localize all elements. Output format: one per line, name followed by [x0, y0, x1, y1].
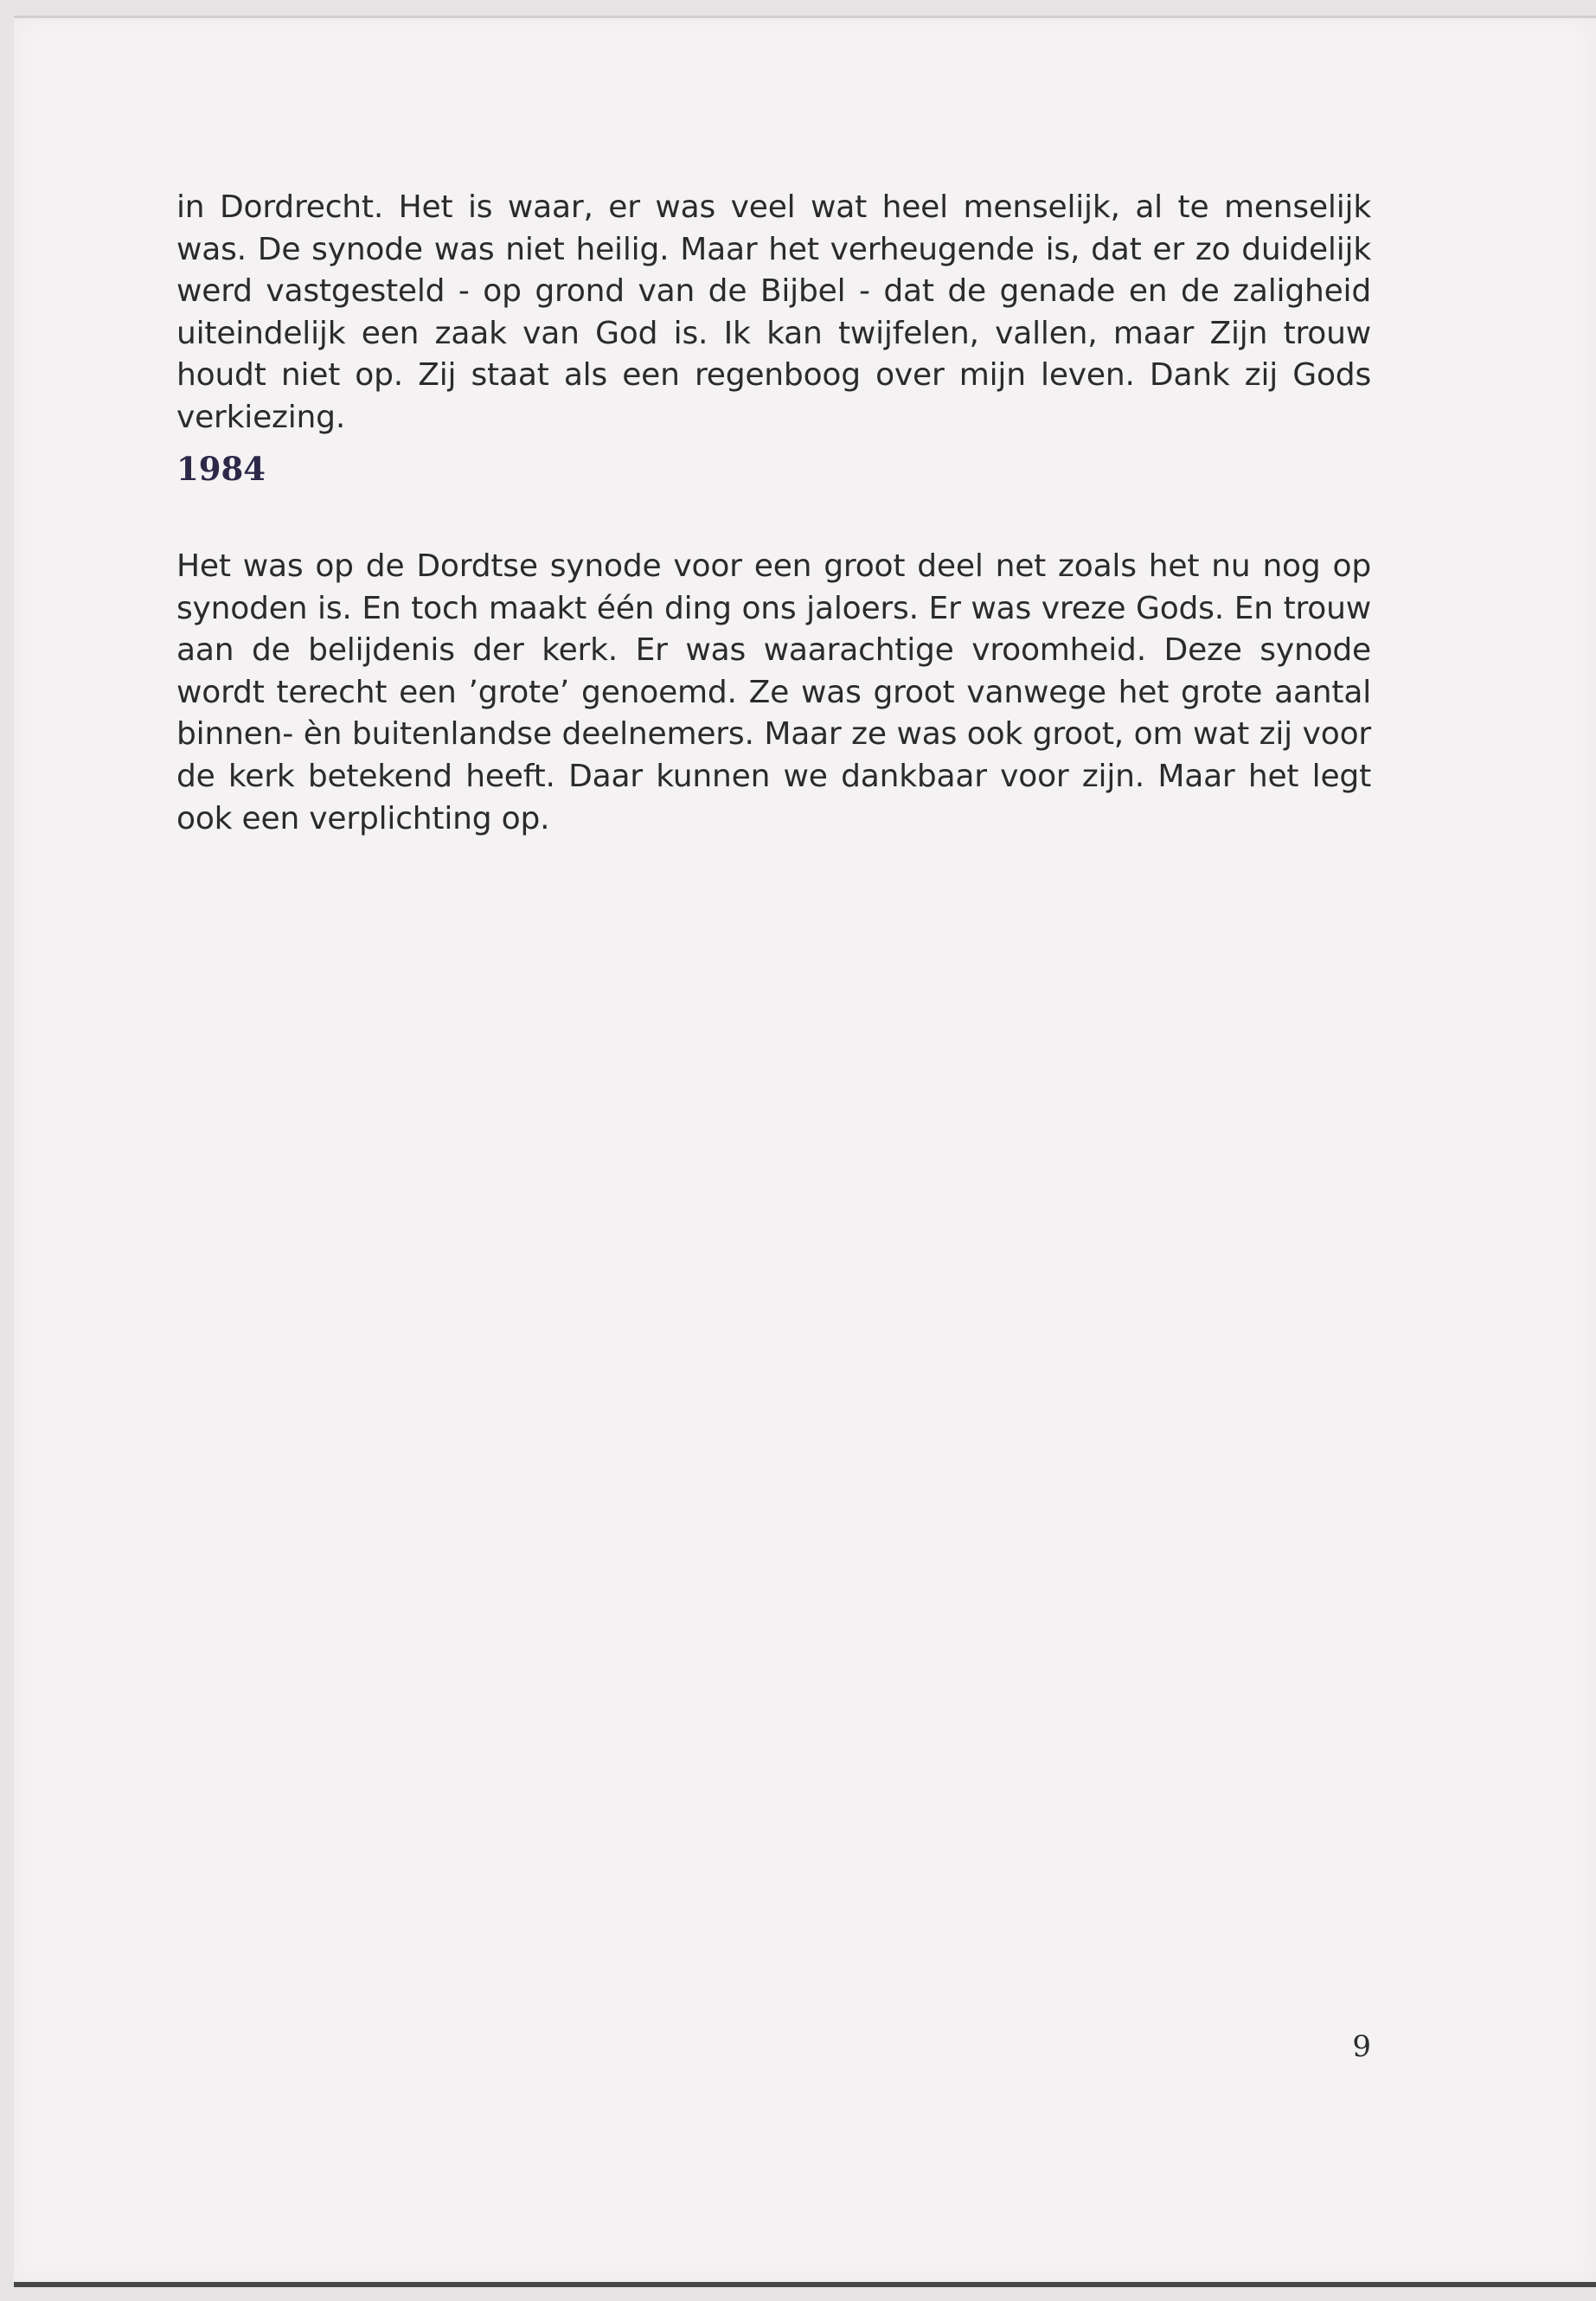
body-paragraph-2: Het was op de Dordtse synode voor een groot deel net zoals het nu nog op synoden is. En toch maakt één ding ons jaloers. Er was vreze Gods. En trouw aan de belijdenis der kerk. Er was waarachtige vroomheid. Deze synode wordt terecht een ’grote’ genoemd. Ze was groot vanwege het grote aantal binnen- èn buitenlandse deelnemers. Maar ze was ook groot, om wat zij voor de kerk betekend heeft. Daar kunnen we dankbaar voor zijn. Maar het legt ook een verplichting op. — [176, 548, 1371, 836]
section-heading-year: 1984 — [176, 450, 266, 488]
page-number: 9 — [1352, 2029, 1371, 2064]
page-bottom-edge — [14, 2282, 1596, 2287]
page-top-edge — [14, 16, 1596, 18]
body-paragraph-1: in Dordrecht. Het is waar, er was veel wat heel menselijk, al te menselijk was. De synode was niet heilig. Maar het verheugende is, dat er zo duidelijk werd vastgesteld - op grond van de Bijbel - dat de genade en de zaligheid uiteindelijk een zaak van God is. Ik kan twijfelen, vallen, maar Zijn trouw houdt niet op. Zij staat als een regenboog over mijn leven. Dank zij Gods verkiezing. — [176, 189, 1371, 435]
